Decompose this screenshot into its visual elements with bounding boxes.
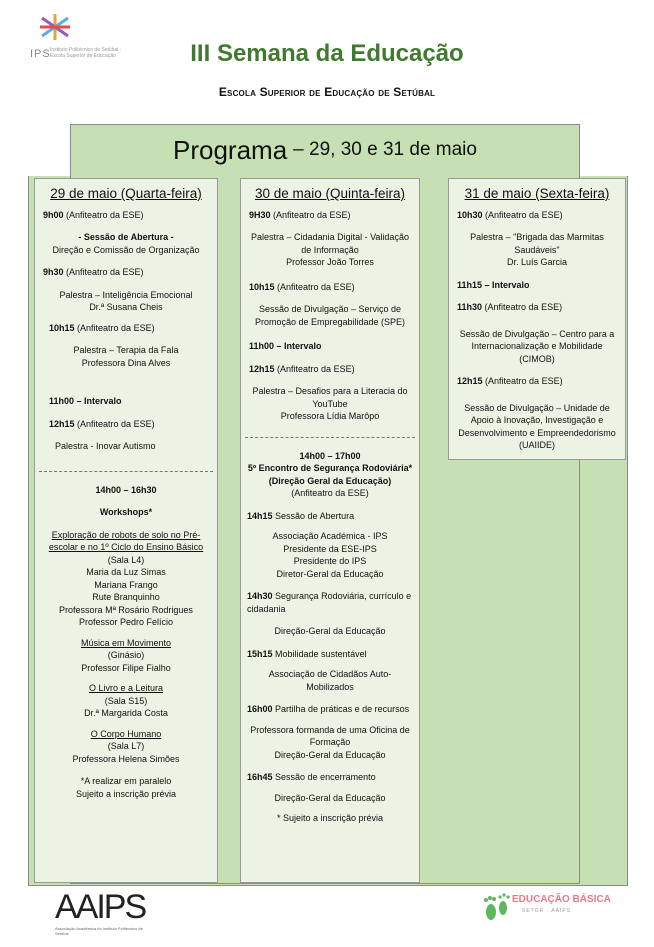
session-title: Palestra – Inteligência Emocional — [59, 289, 193, 300]
program-heading — [70, 124, 580, 176]
session-title: Palestra – Cidadania Digital - Validação de Informação — [251, 232, 409, 255]
day-column-31 — [448, 178, 626, 460]
slot-time: 10h15 (Anfiteatro da ESE) — [49, 322, 155, 333]
slot-time: 16h00 Partilha de práticas e de recursos — [247, 704, 410, 714]
session-speaker: Professora formanda de uma Oficina de Formação — [250, 724, 410, 747]
footnote: * Sujeito a inscrição prévia — [276, 813, 384, 823]
slot-time: 12h15 (Anfiteatro da ESE) — [457, 376, 563, 386]
day-header: 30 de maio (Quinta-feira) — [254, 186, 406, 201]
workshop-heading: Workshops* — [99, 507, 153, 517]
break-slot: 11h15 – Intervalo — [457, 279, 530, 290]
workshop-room: (Sala L4) — [107, 554, 145, 565]
workshop-time: 14h00 – 16h30 — [95, 484, 157, 495]
educacao-basica-logo — [482, 888, 612, 928]
day-column-30 — [240, 178, 420, 883]
slot-time: 16h45 Sessão de encerramento — [247, 772, 376, 782]
session-speaker: Associação de Cidadãos Auto-Mobilizados — [268, 669, 392, 692]
workshop-person: Dr.ª Margarida Costa — [84, 708, 168, 718]
program-dates: – 29, 30 e 31 de maio — [293, 139, 477, 160]
ips-subtitle: Instituto Politécnico de Setúbal · Escola Superior de Educação — [50, 47, 122, 59]
workshop-room: (Sala L7) — [107, 741, 145, 751]
break-slot: 11h00 – Intervalo — [249, 341, 322, 351]
session-speaker: Associação Académica - IPS — [272, 531, 388, 541]
session-title: - Sessão de Abertura - — [78, 232, 174, 242]
slot-time: 9H30 (Anfiteatro da ESE) — [249, 209, 351, 220]
slot-time: 12h15 (Anfiteatro da ESE) — [249, 363, 355, 374]
workshop-person: Mariana Frango — [94, 579, 158, 590]
slot-time: 9h00 (Anfiteatro da ESE) — [43, 209, 144, 220]
session-title: Palestra - Inovar Autismo — [55, 441, 156, 451]
eb-subtitle: SETOR · AAIPS — [522, 908, 572, 914]
session-speaker: Direção-Geral da Educação — [274, 792, 386, 803]
program-label: Programa — [173, 134, 288, 165]
session-speaker: Dr. Luís Garcia — [506, 257, 568, 267]
aaips-subtitle: Associação Académica do Instituto Politécnico de Setúbal — [55, 926, 143, 936]
ips-mark-icon — [38, 12, 72, 42]
session-title: Sessão de Divulgação – Centro para a Internacionalização e Mobilidade (CIMOB) — [459, 328, 615, 364]
footnote: *A realizar em paralelo — [80, 776, 172, 786]
workshop-person: Professor Filipe Fialho — [81, 662, 171, 673]
slot-time: 10h30 (Anfiteatro da ESE) — [457, 209, 563, 220]
divider — [39, 471, 213, 472]
aaips-text: AAIPS — [55, 888, 146, 926]
event-time: 14h00 – 17h00 — [299, 450, 361, 461]
session-speaker: Professora Lídia Marôpo — [280, 411, 380, 421]
slot-time: 15h15 Mobilidade sustentável — [247, 648, 367, 659]
workshop-person: Professora Helena Simões — [72, 753, 180, 764]
workshop-title: Exploração de robots de solo no Pré-escolar e no 1º Ciclo do Ensino Básico — [48, 529, 204, 552]
event-title: 5º Encontro de Segurança Rodoviária* (Direção Geral da Educação) — [247, 463, 413, 486]
slot-time: 12h15 (Anfiteatro da ESE) — [49, 418, 155, 429]
session-speaker: Presidente da ESE-IPS — [283, 543, 377, 554]
session-title: Palestra – Terapia da Fala — [73, 345, 179, 355]
workshop-room: (Sala S15) — [104, 695, 148, 706]
workshop-person: Maria da Luz Simas — [86, 567, 166, 577]
session-speaker: Dr.ª Susana Cheis — [89, 302, 163, 312]
slot-time: 9h30 (Anfiteatro da ESE) — [43, 267, 144, 277]
event-location: (Anfiteatro da ESE) — [291, 488, 369, 498]
slot-time: 10h15 (Anfiteatro da ESE) — [249, 281, 355, 292]
day-header: 31 de maio (Sexta-feira) — [464, 186, 610, 201]
workshop-title: O Corpo Humano — [90, 728, 162, 739]
workshop-title: Música em Movimento — [80, 637, 172, 648]
footnote: Sujeito a inscrição prévia — [75, 788, 177, 799]
session-speaker: Direção-Geral da Educação — [274, 749, 386, 760]
session-title: Palestra – "Brigada das Marmitas Saudáveis" — [470, 232, 604, 255]
workshop-person: Professora Mª Rosário Rodrigues — [59, 604, 193, 615]
session-title: Sessão de Divulgação – Unidade de Apoio à Inovação, Investigação e Desenvolvimento e Empreendedorismo (UAIIDE) — [458, 402, 616, 450]
workshop-title: O Livro e a Leitura — [88, 683, 164, 693]
session-speaker: Presidente do IPS — [293, 556, 367, 566]
slot-time: 11h30 (Anfiteatro da ESE) — [457, 302, 563, 312]
workshop-person: Rute Branquinho — [92, 592, 160, 602]
school-name: Escola Superior de Educação de Setúbal — [218, 85, 436, 99]
slot-time: 14h30 Segurança Rodoviária, currículo e cidadania — [247, 591, 412, 614]
workshop-person: Professor Pedro Felício — [78, 617, 174, 627]
slot-time: 14h15 Sessão de Abertura — [247, 510, 355, 521]
workshop-room: (Ginásio) — [107, 650, 145, 660]
session-title: Palestra – Desafios para a Literacia do YouTube — [252, 386, 408, 409]
day-column-29 — [34, 178, 218, 883]
session-speaker: Direção-Geral da Educação — [274, 626, 386, 636]
day-header: 29 de maio (Quarta-feira) — [50, 186, 202, 201]
eb-text: EDUCAÇÃO BÁSICA — [512, 894, 611, 905]
session-speaker: Direção e Comissão de Organização — [52, 244, 200, 255]
divider — [245, 437, 415, 438]
ips-text: IPS — [30, 48, 51, 60]
session-speaker: Diretor-Geral da Educação — [276, 568, 384, 579]
session-speaker: Professor João Torres — [286, 257, 374, 267]
break-slot: 11h00 – Intervalo — [49, 396, 122, 406]
session-speaker: Professora Dina Alves — [81, 357, 171, 368]
session-title: Sessão de Divulgação – Serviço de Promoção de Empregabilidade (SPE) — [254, 304, 406, 327]
page-title: III Semana da Educação — [190, 40, 464, 67]
aaips-logo — [55, 888, 155, 934]
footprints-icon — [482, 890, 512, 924]
